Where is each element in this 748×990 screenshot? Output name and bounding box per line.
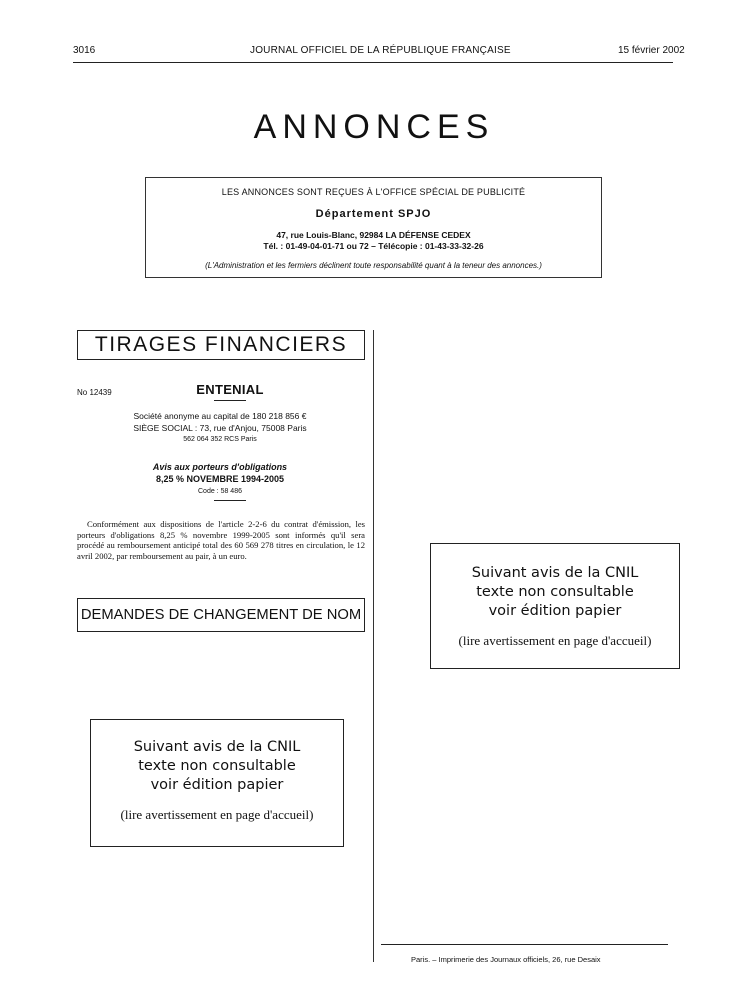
announcement-code: Code : 58 486: [198, 488, 242, 495]
page-number: 3016: [73, 45, 96, 56]
cnil-line: texte non consultable: [476, 584, 634, 600]
announcement-avis: Avis aux porteurs d'obligations: [152, 462, 288, 472]
notice-box: [145, 177, 602, 278]
cnil-notice-box: [430, 543, 680, 669]
footer-printer: Paris. – Imprimerie des Journaux officiels, 26, rue Desaix: [411, 955, 601, 964]
journal-title: JOURNAL OFFICIEL DE LA RÉPUBLIQUE FRANÇAISE: [250, 45, 511, 56]
cnil-note: (lire avertissement en page d'accueil): [458, 633, 652, 648]
cnil-notice-box: [90, 719, 344, 847]
announcement-rcs: 562 064 352 RCS Paris: [183, 436, 257, 443]
announcement-society: Société anonyme au capital de 180 218 856 €: [133, 411, 307, 421]
notice-department: Département SPJO: [315, 208, 432, 220]
announcement-company: ENTENIAL: [196, 382, 264, 397]
cnil-note: (lire avertissement en page d'accueil): [120, 807, 314, 822]
column-divider: [373, 330, 374, 962]
cnil-line: voir édition papier: [150, 777, 284, 793]
notice-disclaimer: (L'Administration et les fermiers déclinent toute responsabilité quant à la teneur des annonces.): [205, 261, 542, 270]
section-title-tirages: TIRAGES FINANCIERS: [77, 330, 365, 360]
header-rule: [73, 62, 673, 63]
footer-rule: [381, 944, 668, 945]
announcement-number: No 12439: [77, 388, 112, 397]
cnil-line: Suivant avis de la CNIL: [471, 565, 639, 581]
cnil-line: voir édition papier: [488, 603, 622, 619]
page-title: ANNONCES: [253, 108, 495, 146]
cnil-line: Suivant avis de la CNIL: [133, 739, 301, 755]
announcement-rule: [214, 400, 246, 401]
announcement-rule: [214, 500, 246, 501]
cnil-line: texte non consultable: [138, 758, 296, 774]
notice-phone: Tél. : 01-49-04-01-71 ou 72 – Télécopie : 01-43-33-32-26: [263, 241, 484, 251]
issue-date: 15 février 2002: [618, 45, 685, 56]
notice-line: LES ANNONCES SONT REÇUES À L'OFFICE SPÉCIAL DE PUBLICITÉ: [221, 187, 526, 197]
announcement-seat: SIÈGE SOCIAL : 73, rue d'Anjou, 75008 Paris: [133, 423, 307, 433]
notice-address: 47, rue Louis-Blanc, 92984 LA DÉFENSE CEDEX: [276, 230, 471, 240]
announcement-body: Conformément aux dispositions de l'article 2-2-6 du contrat d'émission, les porteurs d'obligations 8,25 % novembre 1999-2005 sont informés qu'il sera procédé au remboursement anticipé total des 60 569 278 titres en circulation, le 12 avril 2002, par remboursement au pair, à un euro.: [77, 519, 365, 561]
section-title-demandes: DEMANDES DE CHANGEMENT DE NOM: [77, 598, 365, 632]
announcement-obligations: 8,25 % NOVEMBRE 1994-2005: [155, 474, 285, 484]
